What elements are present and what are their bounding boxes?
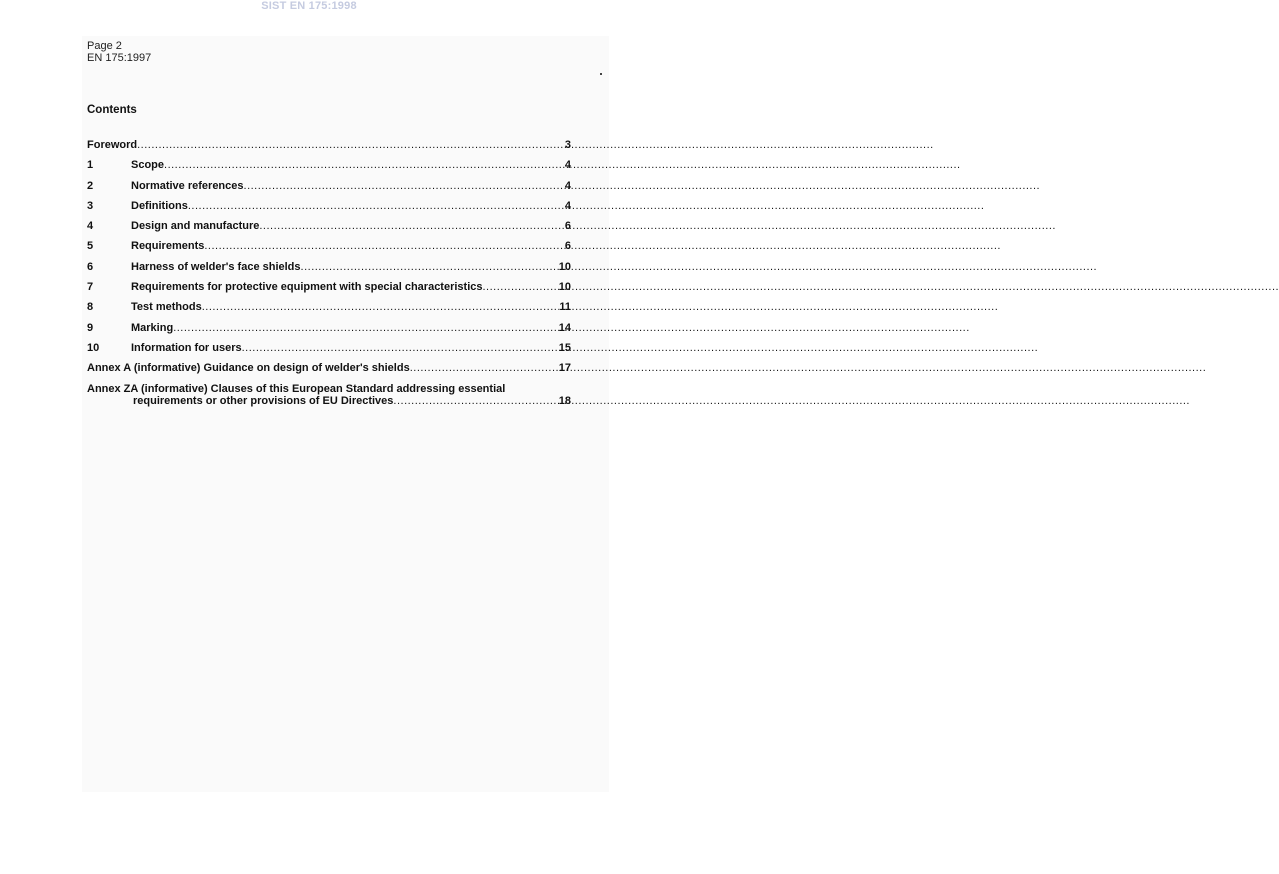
toc-leader [483,281,559,293]
toc-leader [259,220,565,232]
toc-title: Normative references [131,179,244,192]
toc-page: 18 [558,394,571,407]
toc-leader [173,322,559,334]
toc-number: 10 [87,341,100,354]
toc-number: 5 [87,240,94,253]
toc-entry-8[interactable] [87,301,571,321]
toc-title: Foreword [87,139,138,151]
toc-leader [410,362,559,374]
table-of-contents [87,139,571,407]
toc-entry-foreword[interactable] [87,139,571,159]
toc-number: 7 [87,281,94,294]
toc-title: Annex A (informative) Guidance on design of welder's shields [87,362,410,375]
toc-title: Test methods [131,301,202,314]
toc-entry-annex-a[interactable] [87,362,571,382]
page-number: Page 2 [87,40,122,52]
toc-leader [244,180,565,192]
page-header [87,40,151,64]
toc-title-continued [87,395,571,407]
toc-page: 10 [558,281,571,294]
toc-entry-1[interactable] [87,159,571,179]
toc-leader [137,139,565,151]
toc-title-line2: requirements or other provisions of EU Directives [133,394,394,407]
toc-title: Annex ZA (informative) Clauses of this European Standard addressing essential [87,382,506,395]
toc-number: 9 [87,321,94,334]
toc-page: 6 [564,240,571,253]
toc-title: Scope [131,159,165,172]
toc-page: 14 [558,321,571,334]
toc-entry-4[interactable] [87,220,571,240]
toc-page: 4 [564,159,571,172]
toc-title: Information for users [131,341,242,354]
contents-heading: Contents [87,104,137,116]
toc-leader [204,240,565,252]
toc-leader [301,261,559,273]
toc-leader [393,395,558,407]
toc-entry-2[interactable] [87,180,571,200]
toc-title: Harness of welder's face shields [131,260,301,273]
toc-title: Design and manufacture [131,220,260,233]
toc-entry-annex-za[interactable] [87,383,571,407]
toc-number: 3 [87,199,94,212]
toc-title: Definitions [131,199,188,212]
toc-page: 4 [564,179,571,192]
toc-page: 17 [558,362,571,375]
toc-page: 6 [564,220,571,233]
toc-title: Requirements [131,240,205,253]
toc-page: 15 [558,341,571,354]
toc-entry-6[interactable] [87,261,571,281]
toc-number: 6 [87,260,94,273]
toc-entry-9[interactable] [87,322,571,342]
toc-entry-3[interactable] [87,200,571,220]
toc-page: 4 [564,199,571,212]
toc-leader [202,301,560,313]
toc-entry-7[interactable] [87,281,571,301]
watermark: SIST EN 175:1998 [261,0,357,12]
toc-entry-5[interactable] [87,240,571,260]
toc-title: Marking [131,321,174,334]
toc-title: Requirements for protective equipment with special characteristics [131,281,483,294]
toc-leader [164,159,565,171]
document-id: EN 175:1997 [87,52,152,64]
toc-number: 2 [87,179,94,192]
toc-page: 11 [559,301,571,314]
toc-page: 3 [564,139,571,151]
toc-number: 8 [87,301,94,314]
toc-leader [188,200,565,212]
toc-number: 4 [87,220,94,233]
toc-number: 1 [87,159,94,172]
toc-entry-10[interactable] [87,342,571,362]
toc-page: 10 [558,260,571,273]
toc-leader [242,342,559,354]
scan-speck [600,73,602,75]
